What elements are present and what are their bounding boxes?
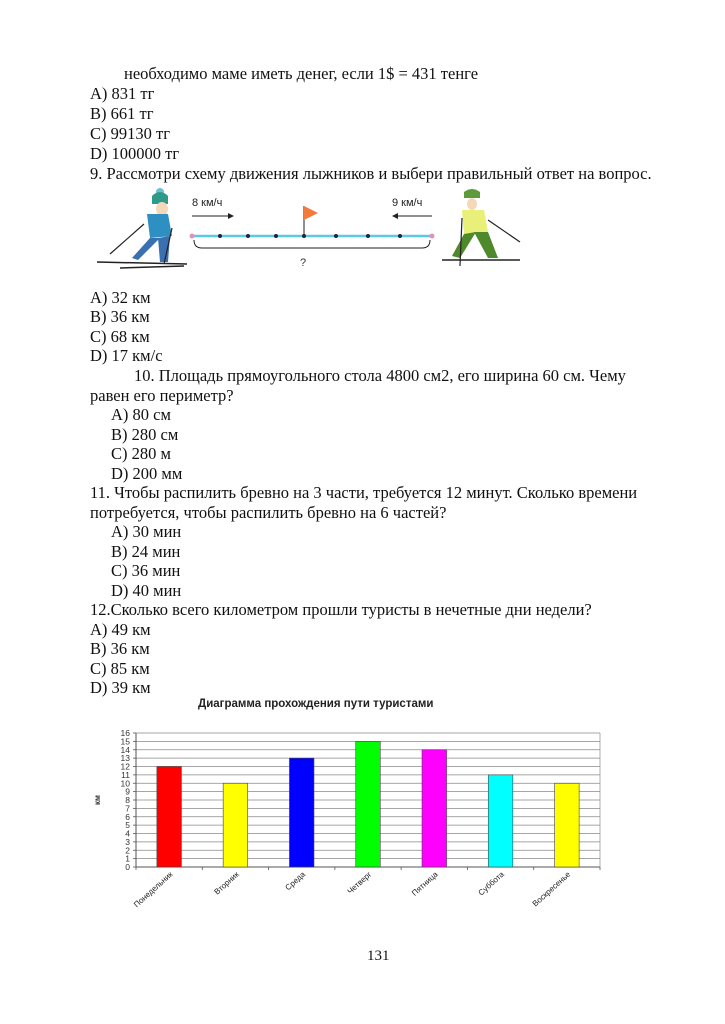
question-11-text-line2: потребуется, чтобы распилить бревно на 6 частей? <box>90 503 447 522</box>
y-axis-label: км <box>93 795 102 805</box>
bar-6 <box>555 783 580 867</box>
x-axis-label: Воскресенье <box>530 869 573 909</box>
svg-text:6: 6 <box>125 811 130 822</box>
svg-text:11: 11 <box>121 769 130 780</box>
question-8-text: необходимо маме иметь денег, если 1$ = 431 тенге <box>124 64 479 83</box>
question-9-text: 9. Рассмотри схему движения лыжников и выбери правильный ответ на вопрос. <box>90 164 652 183</box>
x-axis-label: Четверг <box>345 869 374 896</box>
right-skier-icon <box>442 189 520 266</box>
q10-option-c: C) 280 м <box>111 444 171 463</box>
page-number: 131 <box>367 948 390 964</box>
svg-text:2: 2 <box>125 845 130 856</box>
distance-question-label: ? <box>300 257 307 269</box>
svg-text:8: 8 <box>125 795 130 805</box>
q8-option-c: C) 99130 тг <box>90 124 170 143</box>
q10-option-a: A) 80 см <box>111 405 171 424</box>
skiers-illustration <box>92 184 522 284</box>
svg-text:1: 1 <box>125 853 130 864</box>
bar-2 <box>289 758 314 867</box>
svg-text:5: 5 <box>125 820 130 831</box>
q9-option-a: A) 32 км <box>90 288 151 307</box>
q9-option-c: C) 68 км <box>90 327 150 346</box>
svg-text:10: 10 <box>120 778 130 789</box>
x-axis-label: Суббота <box>476 869 506 898</box>
q11-option-c: C) 36 мин <box>111 561 181 580</box>
x-axis-label: Вторник <box>212 869 241 897</box>
bar-4 <box>422 750 447 867</box>
q8-option-b: B) 661 тг <box>90 104 154 123</box>
svg-text:7: 7 <box>125 803 130 814</box>
q11-option-b: B) 24 мин <box>111 542 181 561</box>
q9-option-b: B) 36 км <box>90 307 150 326</box>
left-speed-label: 8 км/ч <box>192 197 223 209</box>
chart-title: Диаграмма прохождения пути туристами <box>198 698 434 710</box>
q11-option-d: D) 40 мин <box>111 581 182 600</box>
left-skier-icon <box>97 188 187 268</box>
bar-0 <box>157 767 182 868</box>
q12-option-c: C) 85 км <box>90 659 150 678</box>
q12-option-d: D) 39 км <box>90 678 151 697</box>
svg-text:16: 16 <box>120 728 130 738</box>
q10-option-d: D) 200 мм <box>111 464 183 483</box>
bar-3 <box>356 741 381 867</box>
chart-plot <box>86 696 626 936</box>
x-axis-label: Среда <box>283 869 308 893</box>
question-12-text: 12.Сколько всего километром прошли туристы в нечетные дни недели? <box>90 600 592 619</box>
question-11-text-line1: 11. Чтобы распилить бревно на 3 части, требуется 12 минут. Сколько времени <box>90 483 638 502</box>
bar-1 <box>223 783 248 867</box>
svg-text:3: 3 <box>125 836 130 847</box>
q12-option-b: B) 36 км <box>90 639 150 658</box>
svg-text:0: 0 <box>125 862 130 872</box>
skiers-diagram <box>92 184 522 284</box>
q9-option-d: D) 17 км/с <box>90 346 163 365</box>
question-10-text-line2: равен его периметр? <box>90 386 234 405</box>
q12-option-a: A) 49 км <box>90 620 151 639</box>
x-axis-label: Понедельник <box>132 869 175 910</box>
q8-option-a: A) 831 тг <box>90 84 155 103</box>
tourist-distance-bar-chart <box>86 696 626 936</box>
svg-text:14: 14 <box>120 744 130 755</box>
svg-text:12: 12 <box>120 761 130 772</box>
q8-option-d: D) 100000 тг <box>90 144 180 163</box>
x-axis-label: Пятница <box>410 869 440 898</box>
q10-option-b: B) 280 см <box>111 425 179 444</box>
svg-text:15: 15 <box>120 736 130 747</box>
right-speed-label: 9 км/ч <box>392 197 423 209</box>
question-10-text-line1: 10. Площадь прямоугольного стола 4800 см2, его ширина 60 см. Чему <box>134 366 626 385</box>
flag-icon <box>304 206 318 236</box>
svg-text:13: 13 <box>120 753 130 764</box>
svg-text:4: 4 <box>125 828 130 839</box>
bar-5 <box>488 775 513 867</box>
q11-option-a: A) 30 мин <box>111 522 182 541</box>
svg-text:9: 9 <box>125 786 130 797</box>
